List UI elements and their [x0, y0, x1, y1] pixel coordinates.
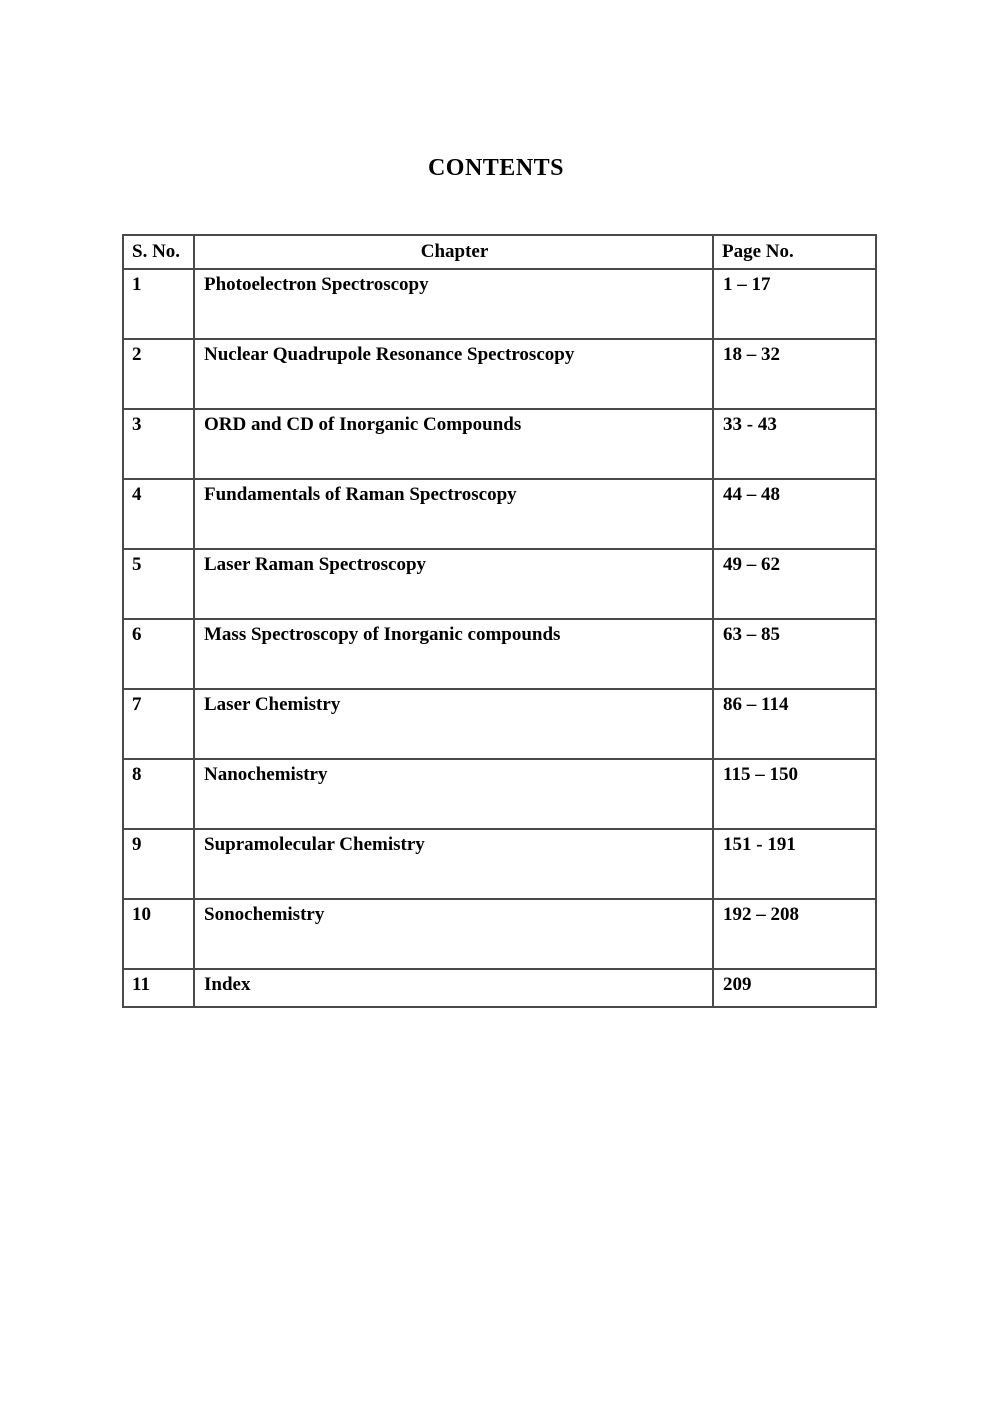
page-range-cell: 209: [713, 969, 876, 1007]
header-chapter: Chapter: [194, 235, 713, 269]
page-range-cell: 86 – 114: [713, 689, 876, 759]
contents-table: [122, 234, 877, 1008]
header-serial-number: S. No.: [123, 235, 194, 269]
table-row: [123, 969, 876, 1007]
chapter-title-cell: ORD and CD of Inorganic Compounds: [194, 409, 713, 479]
serial-number-cell: 3: [123, 409, 194, 479]
serial-number-cell: 7: [123, 689, 194, 759]
serial-number-cell: 2: [123, 339, 194, 409]
chapter-title-cell: Nanochemistry: [194, 759, 713, 829]
page-range-cell: 33 - 43: [713, 409, 876, 479]
table-row: [123, 549, 876, 619]
page-range-cell: 115 – 150: [713, 759, 876, 829]
serial-number-cell: 4: [123, 479, 194, 549]
chapter-title-cell: Laser Raman Spectroscopy: [194, 549, 713, 619]
serial-number-cell: 5: [123, 549, 194, 619]
serial-number-cell: 8: [123, 759, 194, 829]
table-row: [123, 269, 876, 339]
chapter-title-cell: Supramolecular Chemistry: [194, 829, 713, 899]
serial-number-cell: 6: [123, 619, 194, 689]
table-row: [123, 829, 876, 899]
table-row: [123, 759, 876, 829]
table-row: [123, 689, 876, 759]
chapter-title-cell: Fundamentals of Raman Spectroscopy: [194, 479, 713, 549]
serial-number-cell: 10: [123, 899, 194, 969]
serial-number-cell: 11: [123, 969, 194, 1007]
serial-number-cell: 9: [123, 829, 194, 899]
page-range-cell: 63 – 85: [713, 619, 876, 689]
header-page-number: Page No.: [713, 235, 876, 269]
page-range-cell: 192 – 208: [713, 899, 876, 969]
chapter-title-cell: Photoelectron Spectroscopy: [194, 269, 713, 339]
table-row: [123, 409, 876, 479]
chapter-title-cell: Index: [194, 969, 713, 1007]
page-range-cell: 1 – 17: [713, 269, 876, 339]
chapter-title-cell: Mass Spectroscopy of Inorganic compounds: [194, 619, 713, 689]
table-row: [123, 339, 876, 409]
chapter-title-cell: Laser Chemistry: [194, 689, 713, 759]
chapter-title-cell: Nuclear Quadrupole Resonance Spectroscopy: [194, 339, 713, 409]
page-range-cell: 44 – 48: [713, 479, 876, 549]
table-header-row: [123, 235, 876, 269]
page-range-cell: 18 – 32: [713, 339, 876, 409]
table-row: [123, 899, 876, 969]
page-range-cell: 151 - 191: [713, 829, 876, 899]
chapter-title-cell: Sonochemistry: [194, 899, 713, 969]
page-title: CONTENTS: [427, 155, 565, 181]
table-row: [123, 619, 876, 689]
page-range-cell: 49 – 62: [713, 549, 876, 619]
table-row: [123, 479, 876, 549]
serial-number-cell: 1: [123, 269, 194, 339]
